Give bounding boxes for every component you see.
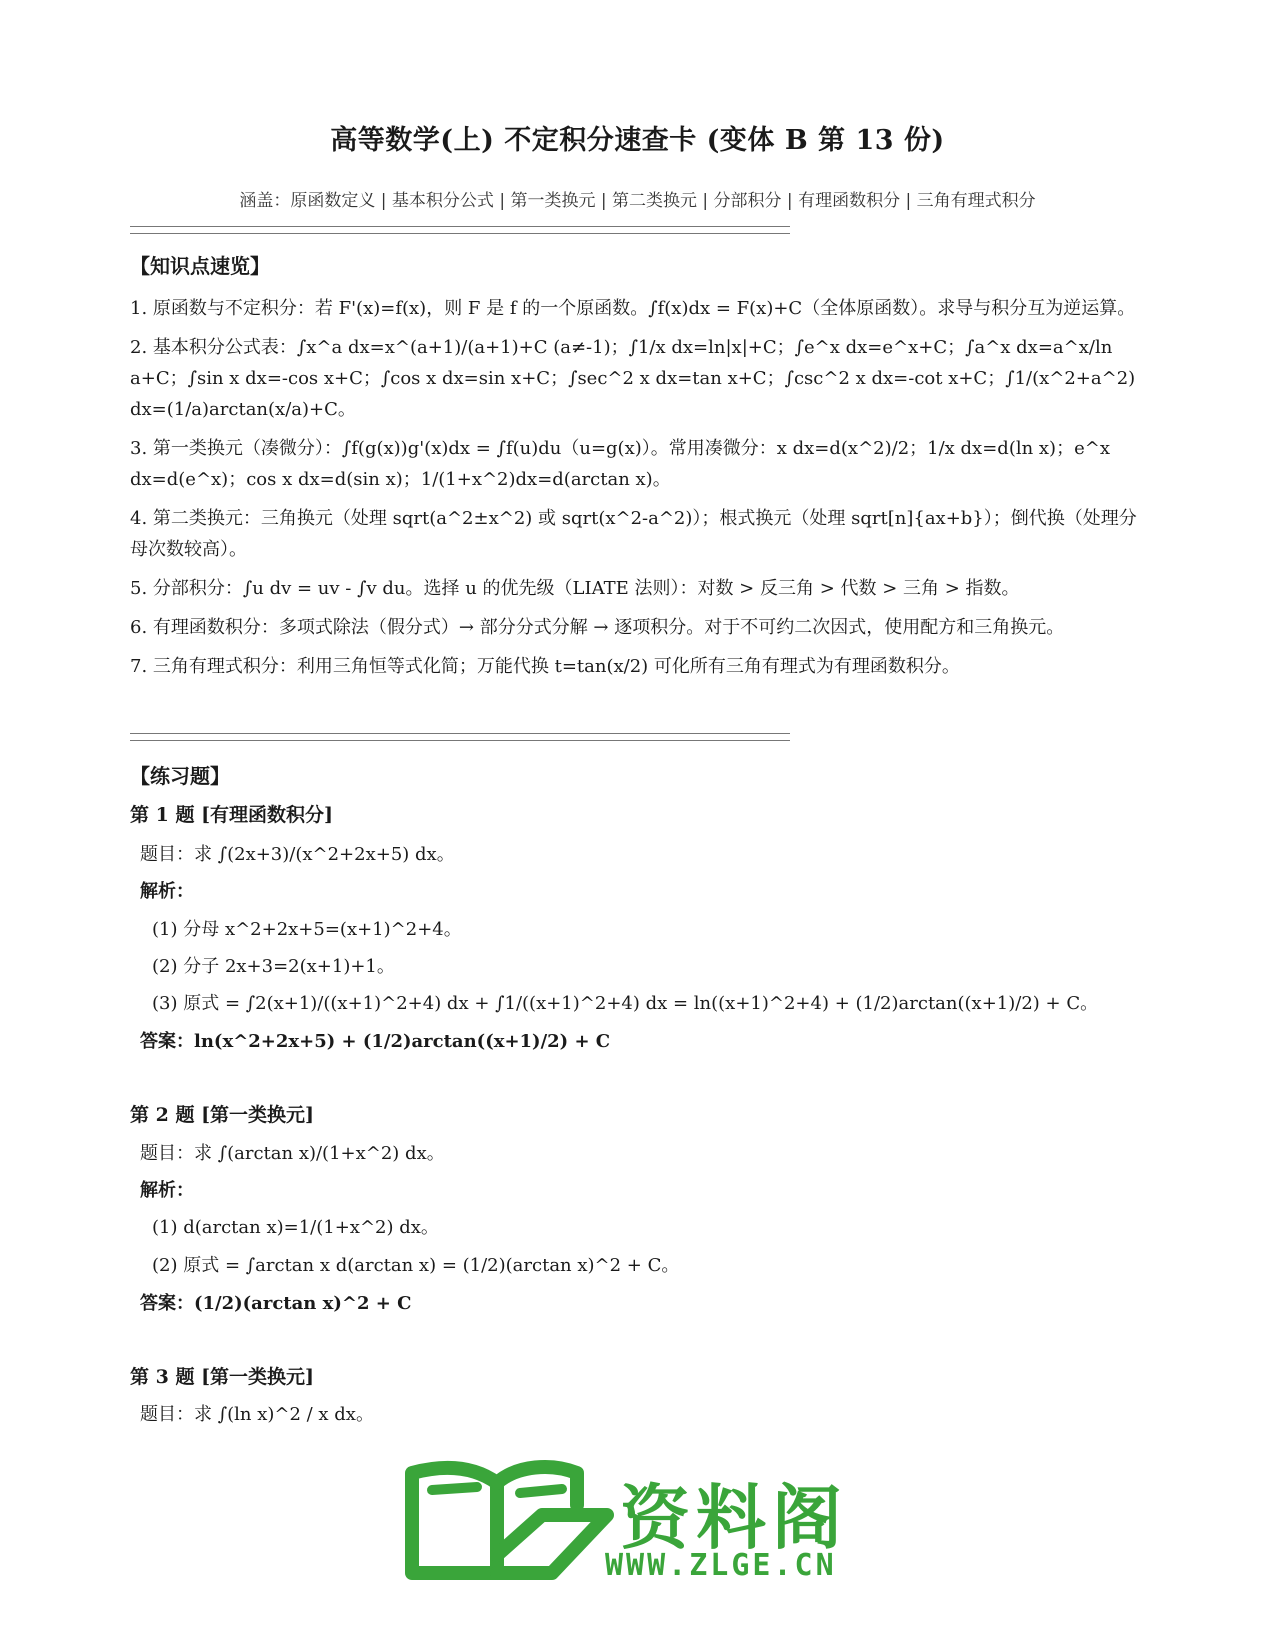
question-1-step: (3) 原式 = ∫2(x+1)/((x+1)^2+4) dx + ∫1/((x+1)^2+4) dx = ln((x+1)^2+4) + (1/2)arctan((x+1)/2) + C。 — [152, 993, 1099, 1014]
page-subtitle: 涵盖：原函数定义 | 基本积分公式 | 第一类换元 | 第二类换元 | 分部积分 | 有理函数积分 | 三角有理式积分 — [239, 191, 1036, 211]
knowledge-item: 6. 有理函数积分：多项式除法（假分式）→ 部分分式分解 → 逐项积分。对于不可约二次因式，使用配方和三角换元。 — [130, 617, 1065, 638]
knowledge-item: 7. 三角有理式积分：利用三角恒等式化简；万能代换 t=tan(x/2) 可化所有三角有理式为有理函数积分。 — [130, 656, 960, 677]
question-2-step: (2) 原式 = ∫arctan x d(arctan x) = (1/2)(arctan x)^2 + C。 — [152, 1255, 680, 1276]
question-1-analysis-label: 解析： — [140, 881, 194, 902]
watermark-name: 资料阁 — [620, 1477, 848, 1559]
question-2-heading: 第 2 题 [第一类换元] — [130, 1104, 315, 1126]
page-title: 高等数学(上) 不定积分速查卡 (变体 B 第 13 份) — [330, 125, 945, 156]
knowledge-item: 3. 第一类换元（凑微分）：∫f(g(x))g'(x)dx = ∫f(u)du（u=g(x)）。常用凑微分：x dx=d(x^2)/2；1/x dx=d(ln x)；e^x dx=d(e^x)；cos x dx=d(sin x)；1/(1+x^2)dx=d(arctan x)。 — [130, 438, 1110, 490]
divider-rule — [130, 733, 790, 741]
question-1-heading: 第 1 题 [有理函数积分] — [130, 804, 334, 826]
watermark-url: WWW.ZLGE.CN — [605, 1548, 837, 1583]
knowledge-heading: 【知识点速览】 — [130, 254, 270, 278]
divider-rule — [130, 226, 790, 234]
question-2-text: 题目：求 ∫(arctan x)/(1+x^2) dx。 — [140, 1143, 445, 1164]
question-1-answer: 答案：ln(x^2+2x+5) + (1/2)arctan((x+1)/2) + C — [140, 1031, 611, 1052]
question-1-step: (2) 分子 2x+3=2(x+1)+1。 — [152, 956, 395, 977]
knowledge-item: 5. 分部积分：∫u dv = uv - ∫v du。选择 u 的优先级（LIATE 法则）：对数 > 反三角 > 代数 > 三角 > 指数。 — [130, 578, 1020, 599]
knowledge-item: 4. 第二类换元：三角换元（处理 sqrt(a^2±x^2) 或 sqrt(x^2-a^2)）；根式换元（处理 sqrt[n]{ax+b}）；倒代换（处理分母次数较高）。 — [130, 508, 1137, 560]
question-2-answer: 答案：(1/2)(arctan x)^2 + C — [140, 1293, 412, 1314]
knowledge-section — [130, 250, 1145, 690]
practice-heading: 【练习题】 — [130, 764, 230, 788]
knowledge-item: 2. 基本积分公式表：∫x^a dx=x^(a+1)/(a+1)+C (a≠-1)；∫1/x dx=ln|x|+C；∫e^x dx=e^x+C；∫a^x dx=a^x/ln a+C；∫sin x dx=-cos x+C；∫cos x dx=sin x+C；∫sec^2 x dx=tan x+C；∫csc^2 x dx=-cot x+C；∫1/(x^2+a^2) dx=(1/a)arctan(x/a)+C。 — [130, 337, 1136, 420]
question-3-heading: 第 3 题 [第一类换元] — [130, 1366, 315, 1388]
question-1-text: 题目：求 ∫(2x+3)/(x^2+2x+5) dx。 — [140, 844, 455, 865]
question-2-analysis-label: 解析： — [140, 1180, 194, 1201]
knowledge-item: 1. 原函数与不定积分：若 F'(x)=f(x)，则 F 是 f 的一个原函数。∫f(x)dx = F(x)+C（全体原函数）。求导与积分互为逆运算。 — [130, 298, 1136, 319]
question-1-step: (1) 分母 x^2+2x+5=(x+1)^2+4。 — [152, 919, 462, 940]
question-3-text: 题目：求 ∫(ln x)^2 / x dx。 — [140, 1404, 374, 1425]
question-2-step: (1) d(arctan x)=1/(1+x^2) dx。 — [152, 1217, 439, 1238]
